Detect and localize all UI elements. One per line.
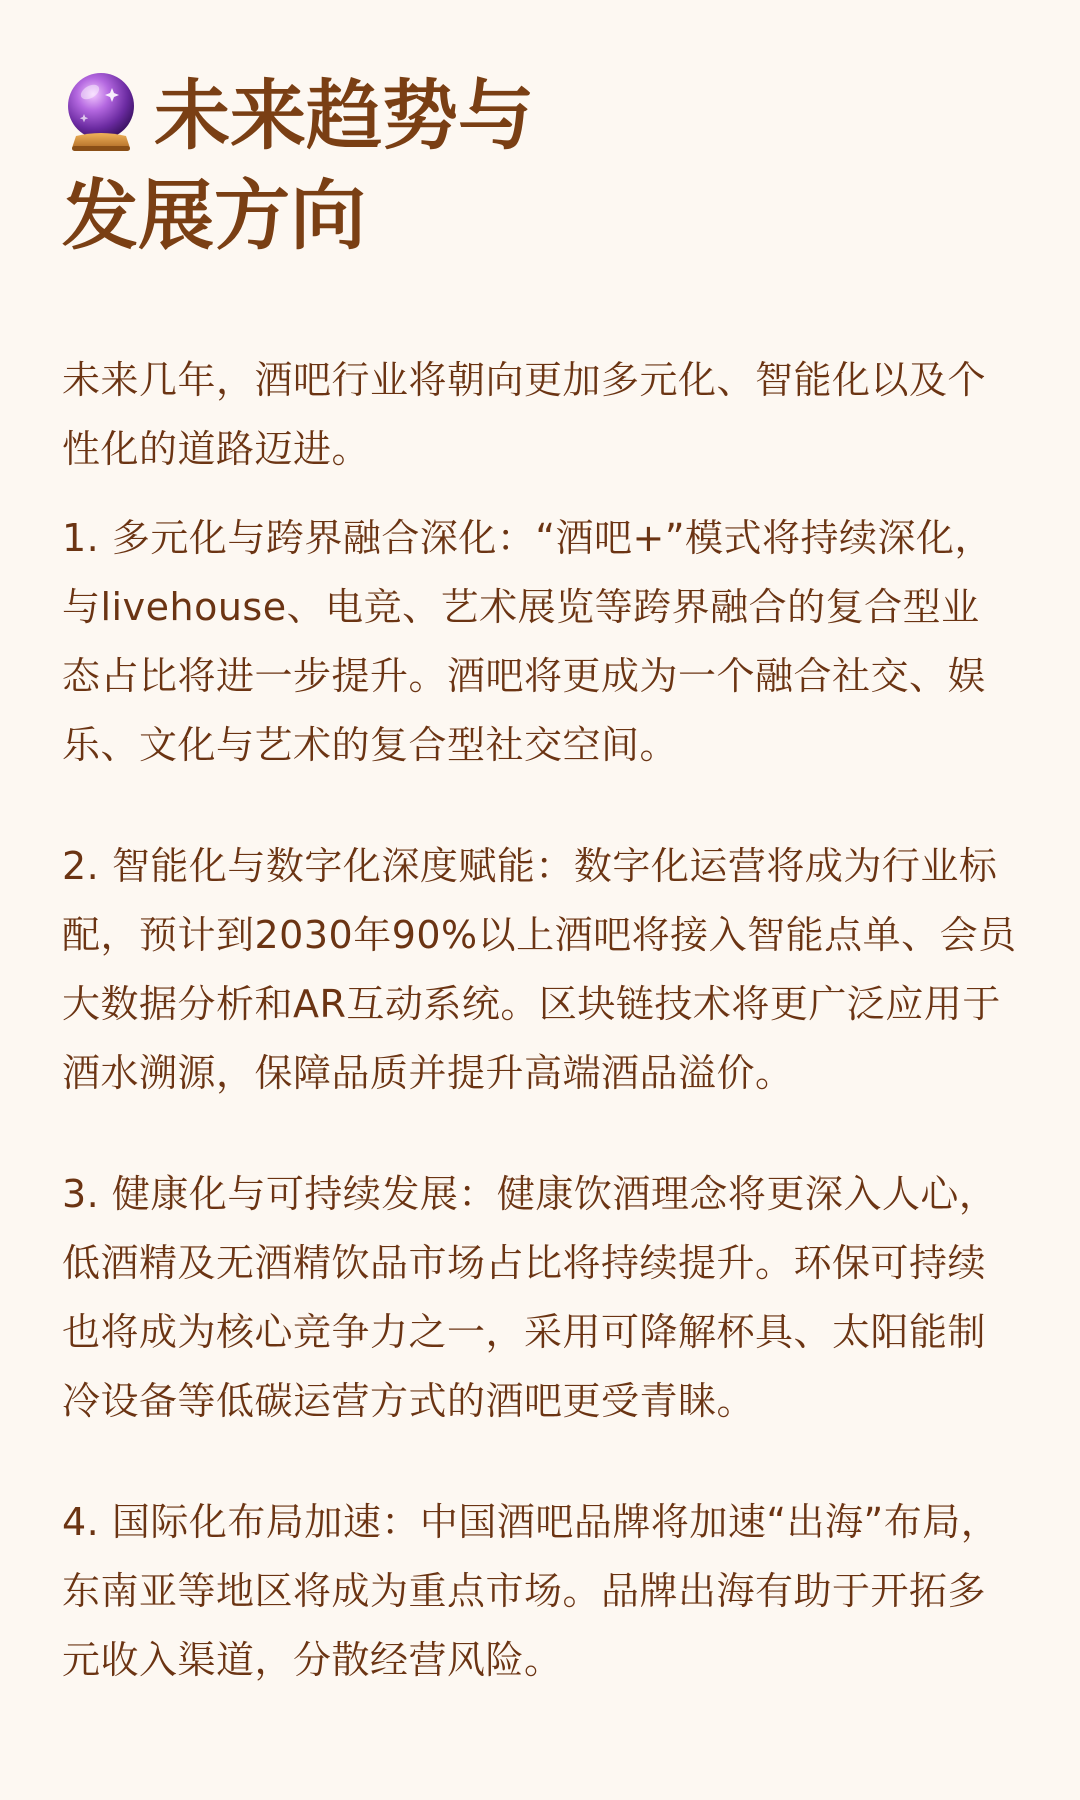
title-line-2: 发展方向	[62, 171, 366, 260]
spacer	[62, 1436, 1018, 1488]
article-content	[62, 346, 1018, 1695]
spacer	[62, 484, 1018, 504]
intro-paragraph: 未来几年，酒吧行业将朝向更加多元化、智能化以及个性化的道路迈进。	[62, 358, 987, 471]
spacer	[62, 780, 1018, 832]
title-line-1	[62, 66, 1018, 166]
list-item: 4. 国际化布局加速：中国酒吧品牌将加速“出海”布局，东南亚等地区将成为重点市场。品牌出海有助于开拓多元收入渠道，分散经营风险。	[62, 1500, 1000, 1682]
page-title	[62, 66, 1018, 266]
title-text-line-1: 未来趋势与	[154, 71, 534, 160]
list-item: 1. 多元化与跨界融合深化：“酒吧+”模式将持续深化，与livehouse、电竞、艺术展览等跨界融合的复合型业态占比将进一步提升。酒吧将更成为一个融合社交、娱乐、文化与艺术的复合型社交空间。	[62, 516, 994, 767]
spacer	[62, 1108, 1018, 1160]
list-item: 3. 健康化与可持续发展：健康饮酒理念将更深入人心，低酒精及无酒精饮品市场占比将持续提升。环保可持续也将成为核心竞争力之一，采用可降解杯具、太阳能制冷设备等低碳运营方式的酒吧更受青睐。	[62, 1172, 998, 1423]
list-item: 2. 智能化与数字化深度赋能：数字化运营将成为行业标配，预计到2030年90%以上酒吧将接入智能点单、会员大数据分析和AR互动系统。区块链技术将更广泛应用于酒水溯源，保障品质并提升高端酒品溢价。	[62, 844, 1017, 1095]
crystal-ball-icon	[62, 70, 140, 152]
